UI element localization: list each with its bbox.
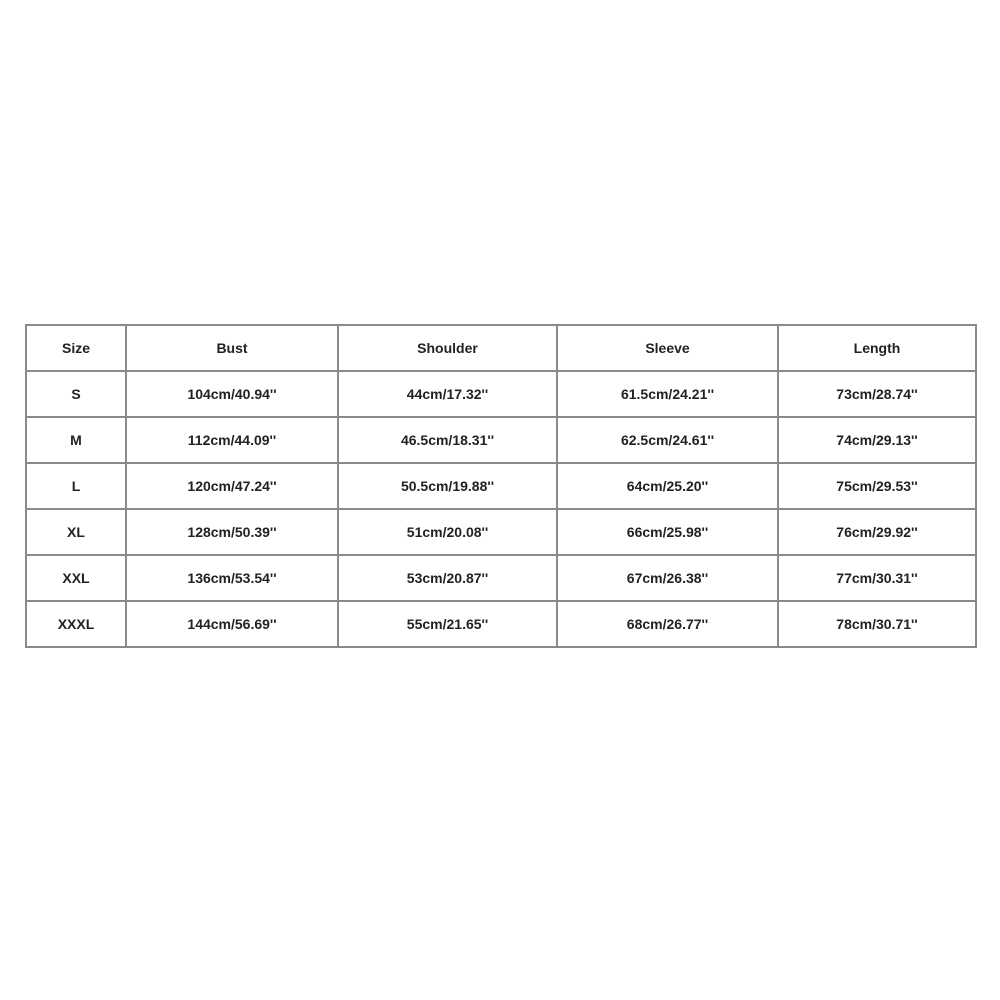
cell-shoulder: 44cm/17.32''	[338, 371, 557, 417]
cell-bust: 112cm/44.09''	[126, 417, 338, 463]
table-row	[26, 601, 976, 647]
cell-size: S	[26, 371, 126, 417]
cell-bust: 136cm/53.54''	[126, 555, 338, 601]
cell-sleeve: 67cm/26.38''	[557, 555, 778, 601]
cell-sleeve: 61.5cm/24.21''	[557, 371, 778, 417]
cell-length: 77cm/30.31''	[778, 555, 976, 601]
header-size: Size	[26, 325, 126, 371]
table-row	[26, 417, 976, 463]
cell-sleeve: 62.5cm/24.61''	[557, 417, 778, 463]
cell-size: M	[26, 417, 126, 463]
table-row	[26, 371, 976, 417]
header-length: Length	[778, 325, 976, 371]
cell-bust: 144cm/56.69''	[126, 601, 338, 647]
table-row	[26, 555, 976, 601]
header-bust: Bust	[126, 325, 338, 371]
table-row	[26, 509, 976, 555]
cell-size: XXL	[26, 555, 126, 601]
header-sleeve: Sleeve	[557, 325, 778, 371]
cell-size: XXXL	[26, 601, 126, 647]
cell-shoulder: 51cm/20.08''	[338, 509, 557, 555]
cell-length: 76cm/29.92''	[778, 509, 976, 555]
cell-shoulder: 46.5cm/18.31''	[338, 417, 557, 463]
cell-sleeve: 68cm/26.77''	[557, 601, 778, 647]
cell-size: L	[26, 463, 126, 509]
size-chart-table	[25, 324, 977, 648]
header-shoulder: Shoulder	[338, 325, 557, 371]
cell-length: 73cm/28.74''	[778, 371, 976, 417]
cell-length: 74cm/29.13''	[778, 417, 976, 463]
cell-sleeve: 64cm/25.20''	[557, 463, 778, 509]
cell-sleeve: 66cm/25.98''	[557, 509, 778, 555]
cell-shoulder: 50.5cm/19.88''	[338, 463, 557, 509]
cell-bust: 128cm/50.39''	[126, 509, 338, 555]
cell-length: 75cm/29.53''	[778, 463, 976, 509]
cell-shoulder: 53cm/20.87''	[338, 555, 557, 601]
cell-bust: 104cm/40.94''	[126, 371, 338, 417]
cell-bust: 120cm/47.24''	[126, 463, 338, 509]
table-header-row	[26, 325, 976, 371]
table-row	[26, 463, 976, 509]
cell-size: XL	[26, 509, 126, 555]
cell-shoulder: 55cm/21.65''	[338, 601, 557, 647]
cell-length: 78cm/30.71''	[778, 601, 976, 647]
